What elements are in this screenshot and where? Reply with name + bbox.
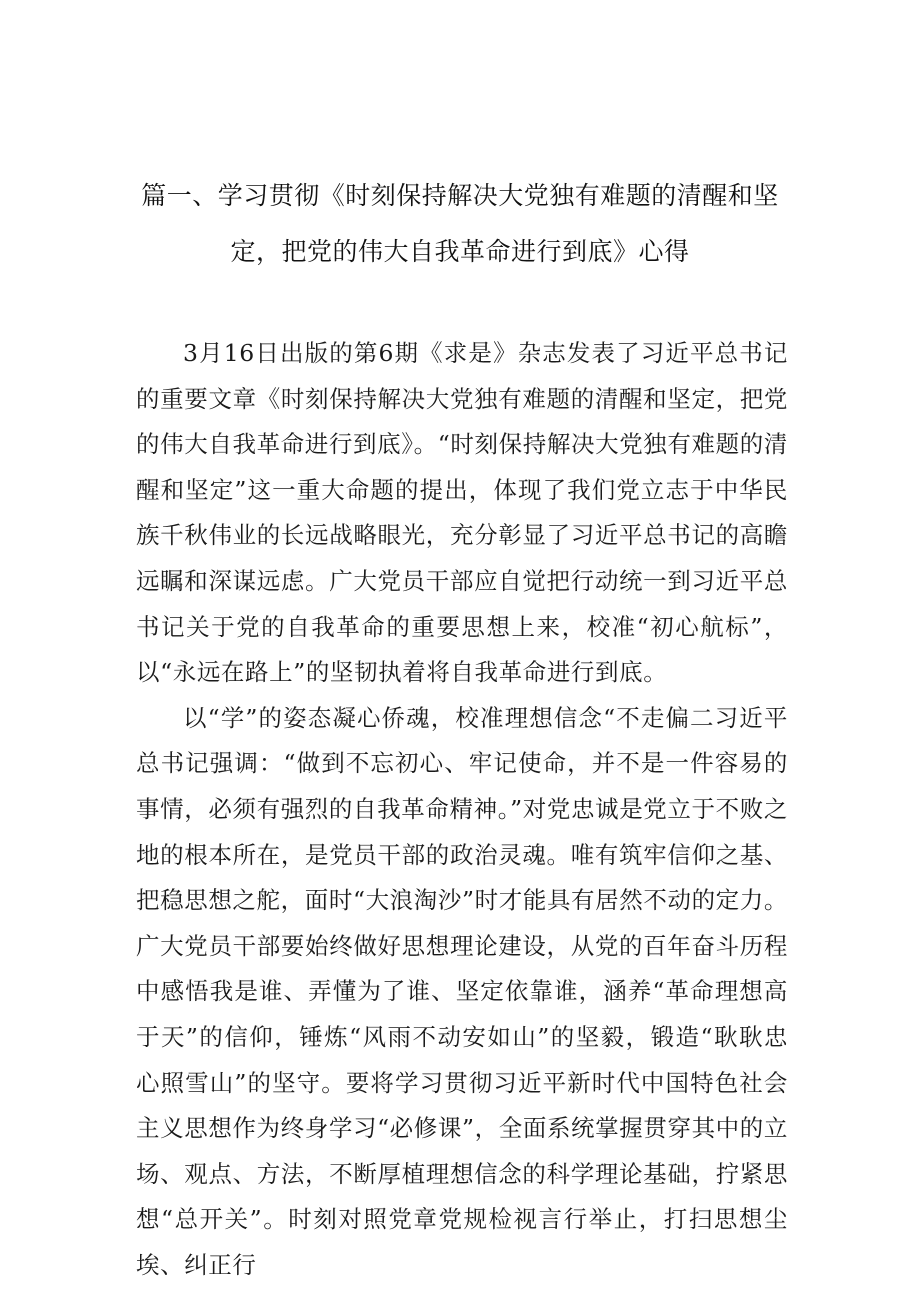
title-line-1: 篇一、学习贯彻《时刻保持解决大党独有难题的清醒和坚: [141, 181, 779, 210]
document-body: [136, 331, 788, 1288]
paragraph-1: 3月16日出版的第6期《求是》杂志发表了习近平总书记的重要文章《时刻保持解决大党独有难题的清醒和坚定，把党的伟大自我革命进行到底》。“时刻保持解决大党独有难题的清醒和坚定”这一重大命题的提出，体现了我们党立志于中华民族千秋伟业的长远战略眼光，充分彰显了习近平总书记的高瞻远瞩和深谋远虑。广大党员干部应自觉把行动统一到习近平总书记关于党的自我革命的重要思想上来，校准“初心航标”，以“永远在路上”的坚韧执着将自我革命进行到底。: [136, 339, 788, 687]
title-line-2: 定，把党的伟大自我革命进行到底》心得: [230, 237, 690, 266]
paragraph-2: 以“学”的姿态凝心侨魂，校准理想信念“不走偏二习近平总书记强调：“做到不忘初心、牢记使命，并不是一件容易的事情，必须有强烈的自我革命精神。”对党忠诚是党立于不败之地的根本所在，是党员干部的政治灵魂。唯有筑牢信仰之基、把稳思想之舵，面时“大浪淘沙”时才能具有居然不动的定力。广大党员干部要始终做好思想理论建设，从党的百年奋斗历程中感悟我是谁、弄懂为了谁、坚定依靠谁，涵养“革命理想高于天”的信仰，锤炼“风雨不动安如山”的坚毅，锻造“耿耿忠心照雪山”的坚守。要将学习贯彻习近平新时代中国特色社会主义思想作为终身学习“必修课”，全面系统掌握贯穿其中的立场、观点、方法，不断厚植理想信念的科学理论基础，拧紧思想“总开关”。时刻对照党章党规检视言行举止，打扫思想尘埃、纠正行: [136, 703, 788, 1279]
document-title: [130, 168, 790, 280]
